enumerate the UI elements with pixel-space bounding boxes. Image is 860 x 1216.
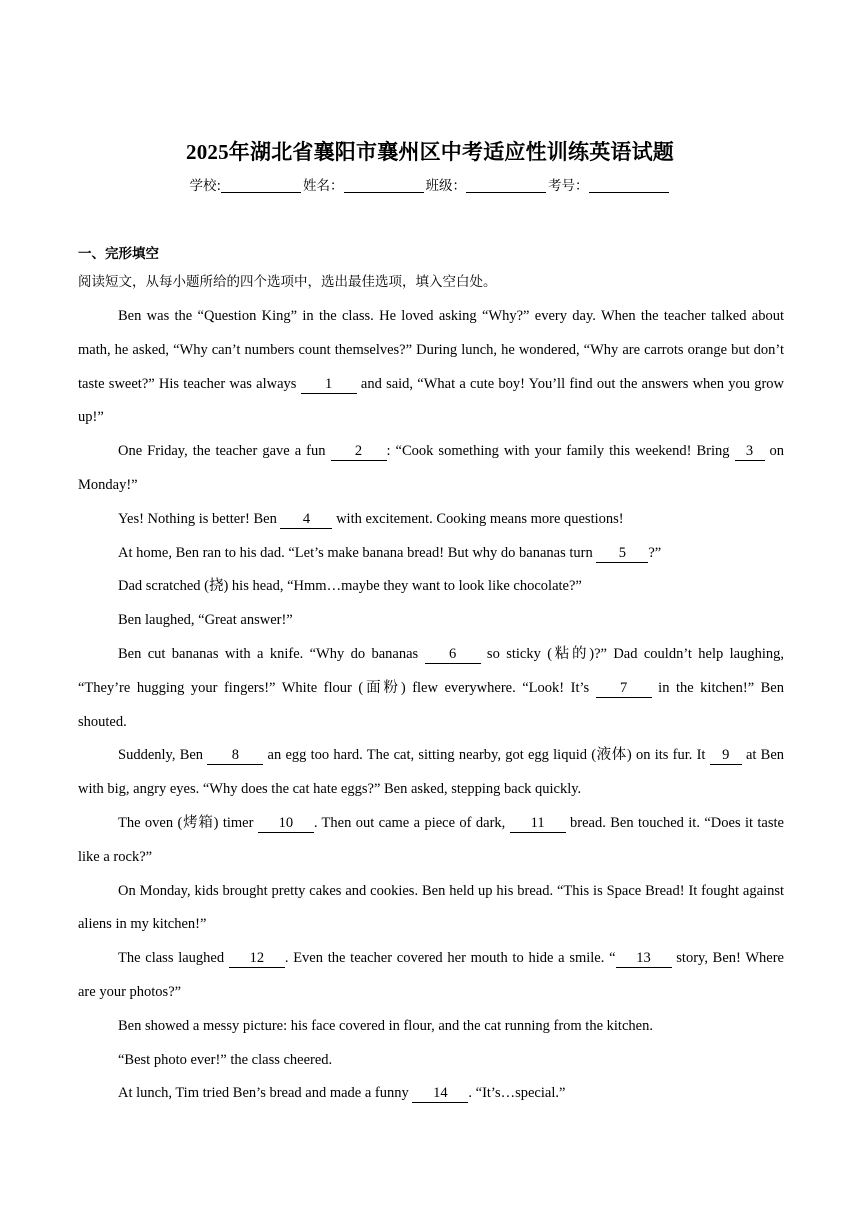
blank-10[interactable]: 10 (258, 814, 314, 833)
blank-11[interactable]: 11 (510, 814, 566, 833)
paragraph: The class laughed 12 . Even the teacher covered her mouth to hide a smile. “ 13 story, Ben! Where are your photos?” (78, 950, 784, 1000)
school-blank[interactable] (221, 178, 301, 193)
class-blank[interactable] (466, 178, 546, 193)
paragraph: Yes! Nothing is better! Ben 4 with excitement. Cooking means more questions! (118, 510, 624, 527)
paragraph: On Monday, kids brought pretty cakes and cookies. Ben held up his bread. “This is Space Bread! It fought against aliens in my kitchen!” (78, 882, 784, 933)
instruction-text: 阅读短文，从每小题所给的四个选项中，选出最佳选项，填入空白处。 (78, 274, 497, 290)
student-info-line (0, 174, 860, 194)
passage (78, 300, 784, 1111)
paragraph: “Best photo ever!” the class cheered. (118, 1051, 333, 1068)
blank-14[interactable]: 14 (412, 1084, 468, 1103)
paragraph: Ben laughed, “Great answer!” (118, 612, 293, 629)
paragraph: Ben showed a messy picture: his face covered in flour, and the cat running from the kitchen. (118, 1017, 653, 1034)
class-label: 班级： (425, 178, 467, 194)
paragraph: Suddenly, Ben 8 an egg too hard. The cat, sitting nearby, got egg liquid (液体) on its fur. It 9 at Ben with big, angry eyes. “Why does the cat hate eggs?” Ben asked, stepping back quickly. (78, 747, 785, 798)
page-title: 2025年湖北省襄阳市襄州区中考适应性训练英语试题 (186, 140, 674, 164)
paragraph: At lunch, Tim tried Ben’s bread and made a funny 14 . “It’s…special.” (118, 1085, 566, 1102)
blank-7[interactable]: 7 (596, 679, 652, 698)
paragraph: At home, Ben ran to his dad. “Let’s make banana bread! But why do bananas turn 5 ?” (118, 544, 662, 561)
exam-number-label: 考号： (548, 178, 589, 194)
blank-9[interactable]: 9 (710, 746, 742, 765)
paragraph: One Friday, the teacher gave a fun 2 : “Cook something with your family this weekend! Bring 3 on Monday!” (78, 443, 785, 493)
blank-6[interactable]: 6 (425, 645, 481, 664)
blank-2[interactable]: 2 (331, 442, 387, 461)
paragraph: Dad scratched (挠) his head, “Hmm…maybe they want to look like chocolate?” (118, 578, 582, 595)
name-blank[interactable] (344, 178, 424, 193)
blank-1[interactable]: 1 (301, 375, 357, 394)
exam-number-blank[interactable] (589, 178, 669, 193)
blank-12[interactable]: 12 (229, 949, 285, 968)
school-label: 学校: (189, 178, 222, 194)
paragraph: Ben was the “Question King” in the class. He loved asking “Why?” every day. When the teacher talked about math, he asked, “Why can’t numbers count themselves?” During lunch, he wondered, “Why are carrots orange but don’t taste sweet?” His teacher was always 1 and said, “What a cute boy! You’ll find out the answers when you grow up!” (78, 308, 784, 426)
blank-8[interactable]: 8 (207, 746, 263, 765)
blank-3[interactable]: 3 (735, 442, 765, 461)
paragraph: Ben cut bananas with a knife. “Why do bananas 6 so sticky (粘的)?” Dad couldn’t help laughing, “They’re hugging your fingers!” White flour (面粉) flew everywhere. “Look! It’s 7 in the kitchen!” Ben shouted. (78, 645, 784, 730)
name-label: 姓名： (303, 178, 344, 194)
section-heading: 一、完形填空 (78, 246, 159, 262)
paragraph: The oven (烤箱) timer 10 . Then out came a piece of dark, 11 bread. Ben touched it. “Does it taste like a rock?” (78, 814, 784, 865)
blank-4[interactable]: 4 (280, 510, 332, 529)
blank-5[interactable]: 5 (596, 544, 648, 563)
blank-13[interactable]: 13 (616, 949, 672, 968)
